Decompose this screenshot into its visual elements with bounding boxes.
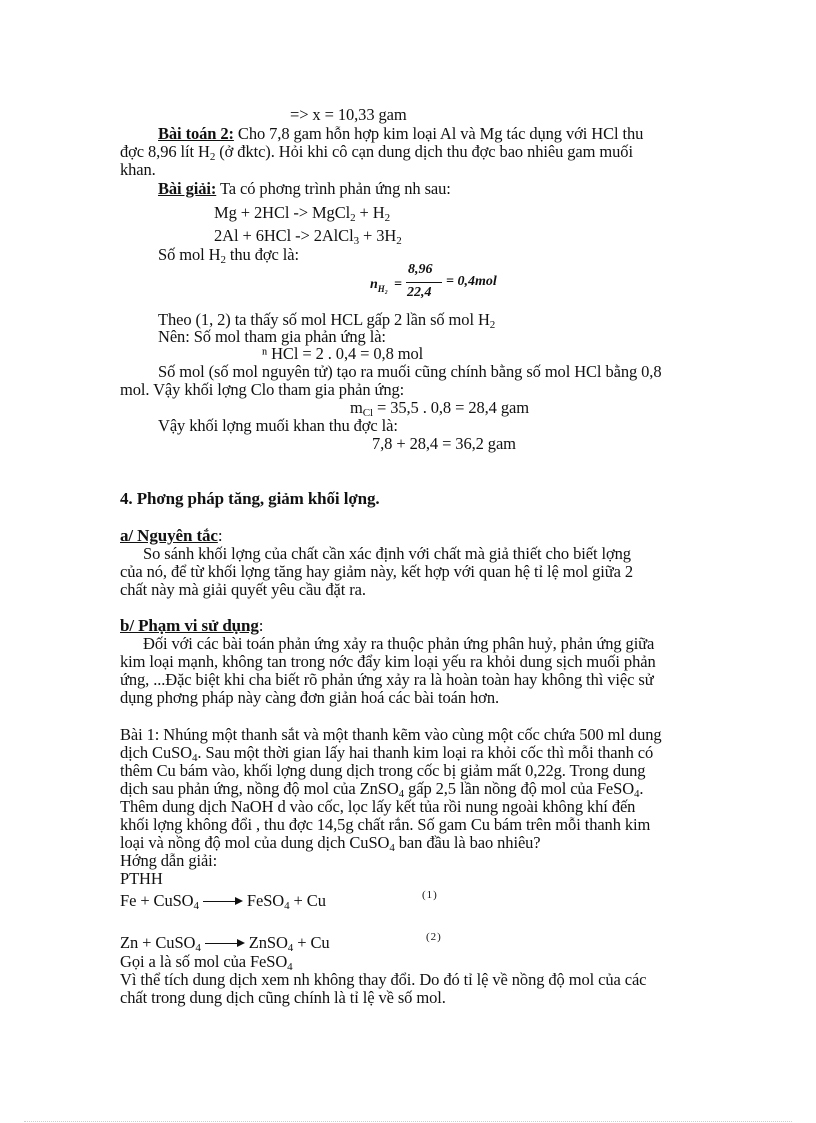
- scope-line-1: Đối với các bài toán phản ứng xảy ra thuộc phản ứng phân huỷ, phản ứng giữa: [143, 634, 655, 653]
- reaction-1-number: (1): [422, 889, 438, 901]
- solution-intro: Bài giải: Ta có phơng trình phản ứng nh sau:: [158, 179, 451, 198]
- reaction-2-number: (2): [426, 931, 442, 943]
- reaction-arrow-icon: [203, 897, 243, 907]
- nen-line: Nên: Số mol tham gia phản ứng là:: [158, 327, 386, 346]
- page-bottom-rule: [24, 1121, 792, 1122]
- exercise-1-line-1: Bài 1: Nhúng một thanh sắt và một thanh kẽm vào cùng một cốc chứa 500 ml dung: [120, 725, 662, 744]
- exercise-1-line-2: dịch CuSO$_4$. Sau một thời gian lấy hai thanh kim loại ra khỏi cốc thì mỗi thanh có: [120, 743, 654, 764]
- mol-h2-line: Số mol $H_2$ thu đợc là:: [158, 245, 299, 266]
- guide-heading: Hớng dẫn giải:: [120, 851, 218, 870]
- result-line: => x = 10,33 gam: [290, 105, 407, 124]
- problem-2-line-2: đợc 8,96 lít $H_2$ (ở đktc). Hỏi khi cô cạn dung dịch thu đợc bao nhiêu gam muối: [120, 142, 633, 163]
- fraction-rhs: = 0,4mol: [446, 274, 497, 289]
- equation-2: 2Al + 6HCl -> 2AlCl$_3$ + $3H_2$: [214, 226, 402, 247]
- pthh-label: PTHH: [120, 869, 163, 888]
- fraction-lhs: $n_{H_2}$: [370, 277, 388, 294]
- call-a-line: Gọi a là số mol của FeSO$_4$: [120, 952, 293, 973]
- exercise-1-line-7: loại và nồng độ mol của dung dịch CuSO$_4$ ban đầu là bao nhiêu?: [120, 833, 541, 854]
- exercise-1-line-4: dịch sau phản ứng, nồng độ mol của ZnSO$_4$ gấp 2,5 lần nồng độ mol của FeSO$_4$.: [120, 779, 644, 800]
- volume-line-1: Vì thể tích dung dịch xem nh không thay đổi. Do đó tỉ lệ về nồng độ mol của các: [120, 970, 647, 989]
- problem-2-title: Bài toán 2:: [158, 124, 234, 143]
- scope-line-2: kim loại mạnh, không tan trong nớc đẩy kim loại yếu ra khỏi dung sịch muối phản: [120, 652, 656, 671]
- mass-salt-line: Vậy khối lợng muối khan thu đợc là:: [158, 416, 398, 435]
- theo-line: Theo (1, 2) ta thấy số mol HCL gấp 2 lần số mol $H_2$: [158, 310, 496, 331]
- reaction-1: Fe + CuSO$_4$ FeSO$_4$ + Cu: [120, 891, 326, 912]
- equation-1: Mg + 2HCl -> MgCl$_2$ + $H_2$: [214, 203, 390, 224]
- solution-title: Bài giải:: [158, 179, 217, 198]
- m-cl-line: $m_{Cl} = 35,5$ . 0,8 = 28,4 gam: [350, 398, 529, 419]
- reaction-arrow-icon: [205, 939, 245, 949]
- problem-2-line-1: Bài toán 2: Cho 7,8 gam hỗn hợp kim loại Al và Mg tác dụng với HCl thu: [158, 124, 644, 143]
- exercise-1-line-6: khối lợng không đổi , thu đợc 14,5g chất rắn. Số gam Cu bám trên mỗi thanh kim: [120, 815, 651, 834]
- mol-fraction-formula: $n_{H_2}$ = 8,96 22,4 = 0,4mol: [370, 262, 497, 300]
- fraction-bar: [406, 282, 442, 283]
- principle-line-2: của nó, để từ khối lợng tăng hay giảm này, kết hợp với quan hệ tỉ lệ mol giữa 2: [120, 562, 634, 581]
- principle-heading: a/ Nguyên tắc:: [120, 526, 223, 545]
- scope-line-3: ứng, ...Đặc biệt khi cha biết rõ phản ứng xảy ra là hoàn toàn hay không thì việc sử: [120, 670, 654, 689]
- mol-salt-line-2: mol. Vậy khối lợng Clo tham gia phản ứng:: [120, 380, 405, 399]
- fraction-denominator: 22,4: [407, 285, 432, 300]
- scope-heading: b/ Phạm vi sử dụng:: [120, 616, 264, 635]
- section-4-heading: 4. Phơng pháp tăng, giảm khối lợng.: [120, 489, 380, 508]
- mol-salt-line-1: Số mol (số mol nguyên tử) tạo ra muối cũng chính bằng số mol HCl bằng 0,8: [158, 362, 662, 381]
- principle-line-3: chất này mà giải quyết yêu cầu đặt ra.: [120, 580, 366, 599]
- n-hcl-line: ⁿ HCl = 2 . 0,4 = 0,8 mol: [262, 344, 424, 363]
- exercise-1-line-5: Thêm dung dịch NaOH d vào cốc, lọc lấy kết tủa rồi nung ngoài không khí đến: [120, 797, 636, 816]
- problem-2-line-3: khan.: [120, 160, 156, 179]
- principle-line-1: So sánh khối lợng của chất cần xác định với chất mà giả thiết cho biết lợng: [143, 544, 631, 563]
- exercise-1-line-3: thêm Cu bám vào, khối lợng dung dịch trong cốc bị giảm mất 0,22g. Trong dung: [120, 761, 646, 780]
- reaction-2: Zn + CuSO$_4$ ZnSO$_4$ + Cu: [120, 933, 330, 954]
- scope-line-4: dụng phơng pháp này càng đơn giản hoá các bài toán hơn.: [120, 688, 499, 707]
- mass-salt-result: 7,8 + 28,4 = 36,2 gam: [372, 434, 516, 453]
- fraction-numerator: 8,96: [408, 262, 433, 277]
- volume-line-2: chất trong dung dịch cũng chính là tỉ lệ về số mol.: [120, 988, 446, 1007]
